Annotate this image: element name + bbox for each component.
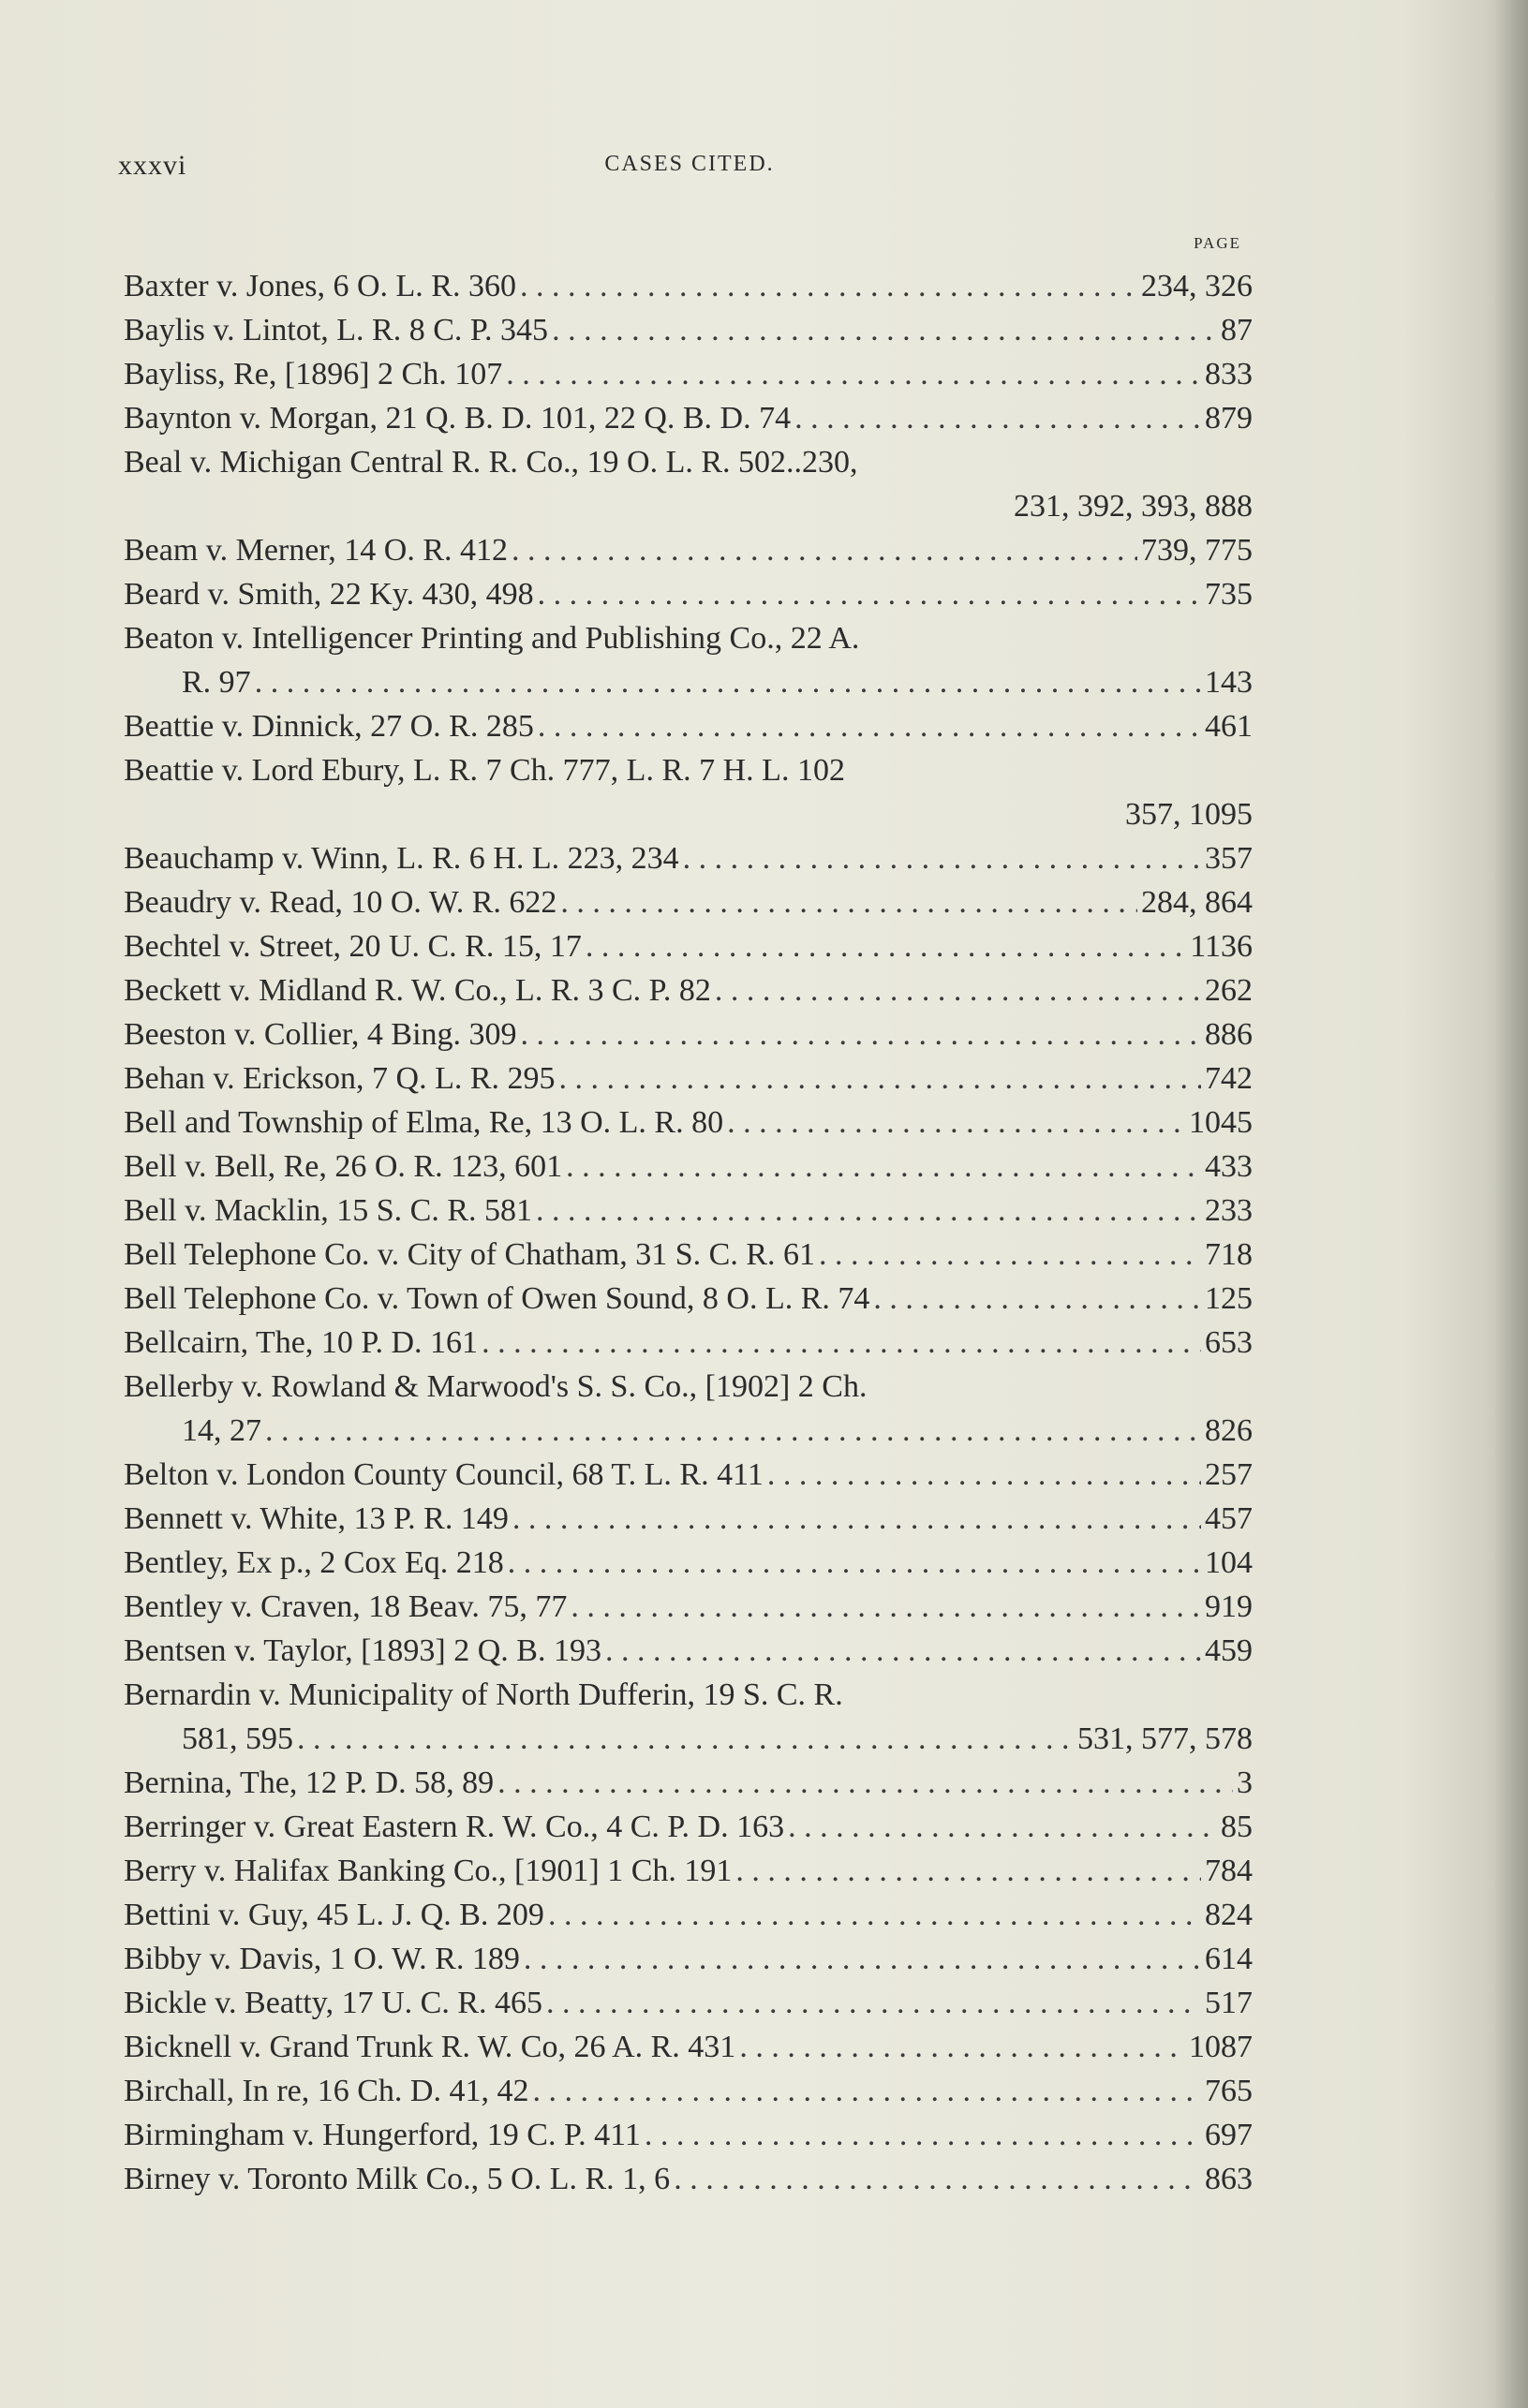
- dot-leader: [546, 1981, 1201, 2025]
- case-name: Bell Telephone Co. v. Town of Owen Sound, 8 O. L. R. 74: [124, 1281, 870, 1316]
- case-name: Bentley, Ex p., 2 Cox Eq. 218: [124, 1545, 504, 1580]
- case-pages: 765: [1205, 2074, 1253, 2108]
- dot-leader: [508, 1541, 1201, 1585]
- dot-leader: [683, 836, 1201, 880]
- dot-leader: [548, 1893, 1201, 1937]
- case-pages: 433: [1205, 1149, 1253, 1184]
- case-name: Bibby v. Davis, 1 O. W. R. 189: [124, 1942, 520, 1976]
- case-entry: [124, 1761, 1253, 1805]
- case-name: Birney v. Toronto Milk Co., 5 O. L. R. 1, 6: [124, 2162, 671, 2196]
- case-name-continued: R. 97: [182, 665, 251, 700]
- case-entry: [124, 704, 1253, 748]
- dot-leader: [873, 1277, 1201, 1321]
- case-entry: [124, 1145, 1253, 1189]
- case-entry: [124, 1937, 1253, 1981]
- case-entry: [124, 1365, 1253, 1453]
- dot-leader: [739, 2025, 1185, 2069]
- page-header: [118, 150, 1261, 193]
- dot-leader: [560, 880, 1137, 924]
- case-entry: [124, 1673, 1253, 1761]
- case-pages: 833: [1205, 357, 1253, 391]
- case-entry: [124, 1189, 1253, 1233]
- case-name: Bellcairn, The, 10 P. D. 161: [124, 1325, 479, 1360]
- case-entry: [124, 440, 1253, 528]
- dot-leader: [524, 1937, 1201, 1981]
- case-pages: 1045: [1189, 1105, 1253, 1140]
- case-pages: 257: [1205, 1457, 1253, 1492]
- case-name: Bettini v. Guy, 45 L. J. Q. B. 209: [124, 1898, 544, 1932]
- dot-leader: [645, 2113, 1201, 2157]
- dot-leader: [521, 1012, 1201, 1056]
- dot-leader: [674, 2157, 1201, 2201]
- case-pages: 697: [1205, 2118, 1253, 2152]
- case-entry: [124, 880, 1253, 924]
- case-name: Bentsen v. Taylor, [1893] 2 Q. B. 193: [124, 1633, 601, 1668]
- case-name: Bayliss, Re, [1896] 2 Ch. 107: [124, 357, 503, 391]
- case-entry: [124, 836, 1253, 880]
- case-entry: [124, 1277, 1253, 1321]
- dot-leader: [735, 1849, 1201, 1893]
- case-name-continued: 14, 27: [182, 1413, 261, 1448]
- case-entry: [124, 1012, 1253, 1056]
- case-name: Bernardin v. Municipality of North Dufferin, 19 S. C. R.: [124, 1677, 843, 1712]
- case-name: Belton v. London County Council, 68 T. L. R. 411: [124, 1457, 764, 1492]
- case-entry: [124, 264, 1253, 308]
- dot-leader: [512, 1497, 1201, 1541]
- case-name: Bechtel v. Street, 20 U. C. R. 15, 17: [124, 929, 582, 964]
- case-name: Bentley v. Craven, 18 Beav. 75, 77: [124, 1589, 568, 1624]
- page-folio: xxxvi: [118, 150, 187, 181]
- case-name: Beattie v. Dinnick, 27 O. R. 285: [124, 709, 534, 744]
- dot-leader: [265, 1409, 1201, 1453]
- dot-leader: [767, 1453, 1201, 1497]
- case-pages: 735: [1205, 577, 1253, 612]
- case-entry: [124, 748, 1253, 836]
- case-pages: 357, 1095: [1125, 797, 1253, 832]
- case-entry: [124, 352, 1253, 396]
- dot-leader: [559, 1056, 1201, 1101]
- case-entry: [124, 2113, 1253, 2157]
- case-name: Beaton v. Intelligencer Printing and Publishing Co., 22 A.: [124, 621, 860, 656]
- running-title: CASES CITED.: [604, 152, 775, 176]
- cases-cited-list: [124, 264, 1253, 2201]
- case-name: Beam v. Merner, 14 O. R. 412: [124, 533, 509, 568]
- case-pages: 879: [1205, 401, 1253, 436]
- case-name: Bickle v. Beatty, 17 U. C. R. 465: [124, 1986, 542, 2020]
- case-entry: [124, 2069, 1253, 2113]
- case-pages: 1136: [1190, 929, 1253, 964]
- case-name: Bell Telephone Co. v. City of Chatham, 31 S. C. R. 61: [124, 1237, 816, 1272]
- case-entry: [124, 528, 1253, 572]
- case-entry: [124, 396, 1253, 440]
- dot-leader: [605, 1629, 1201, 1673]
- dot-leader: [255, 660, 1201, 704]
- case-name: Beaudry v. Read, 10 O. W. R. 622: [124, 885, 557, 920]
- case-pages: 231, 392, 393, 888: [1014, 489, 1253, 524]
- case-entry: [124, 1056, 1253, 1101]
- case-pages: 517: [1205, 1986, 1253, 2020]
- case-name: Baxter v. Jones, 6 O. L. R. 360: [124, 269, 516, 303]
- case-name-continued: 581, 595: [182, 1721, 293, 1756]
- case-pages: 87: [1221, 313, 1253, 347]
- case-name: Beeston v. Collier, 4 Bing. 309: [124, 1017, 517, 1052]
- case-pages: 1087: [1189, 2030, 1253, 2064]
- dot-leader: [586, 924, 1186, 968]
- case-name: Bell and Township of Elma, Re, 13 O. L. R. 80: [124, 1105, 724, 1140]
- case-name: Behan v. Erickson, 7 Q. L. R. 295: [124, 1061, 556, 1096]
- dot-leader: [552, 308, 1217, 352]
- case-pages: 234, 326: [1141, 269, 1253, 303]
- case-entry: [124, 1497, 1253, 1541]
- case-pages: 284, 864: [1141, 885, 1253, 920]
- case-pages: 653: [1205, 1325, 1253, 1360]
- dot-leader: [482, 1321, 1201, 1365]
- case-name: Berry v. Halifax Banking Co., [1901] 1 Ch. 191: [124, 1854, 733, 1888]
- case-entry: [124, 924, 1253, 968]
- case-pages: 718: [1205, 1237, 1253, 1272]
- case-name: Baylis v. Lintot, L. R. 8 C. P. 345: [124, 313, 549, 347]
- dot-leader: [566, 1145, 1201, 1189]
- case-entry: [124, 308, 1253, 352]
- case-name: Baynton v. Morgan, 21 Q. B. D. 101, 22 Q. B. D. 74: [124, 401, 792, 436]
- case-entry: [124, 1893, 1253, 1937]
- dot-leader: [297, 1717, 1074, 1761]
- case-name: Beal v. Michigan Central R. R. Co., 19 O. L. R. 502..230,: [124, 445, 858, 480]
- case-pages: 784: [1205, 1854, 1253, 1888]
- case-name: Berringer v. Great Eastern R. W. Co., 4 C. P. D. 163: [124, 1810, 785, 1844]
- case-entry: [124, 572, 1253, 616]
- page-edge-shadow: [1494, 0, 1528, 2408]
- case-name: Bennett v. White, 13 P. R. 149: [124, 1501, 509, 1536]
- case-pages: 3: [1237, 1765, 1253, 1800]
- case-pages: 357: [1205, 841, 1253, 876]
- case-pages: 742: [1205, 1061, 1253, 1096]
- case-entry: [124, 2157, 1253, 2201]
- case-entry: [124, 1233, 1253, 1277]
- dot-leader: [788, 1805, 1217, 1849]
- case-name: Bell v. Macklin, 15 S. C. R. 581: [124, 1193, 533, 1228]
- case-pages: 461: [1205, 709, 1253, 744]
- dot-leader: [536, 1189, 1201, 1233]
- case-name: Bicknell v. Grand Trunk R. W. Co, 26 A. R. 431: [124, 2030, 736, 2064]
- case-pages: 125: [1205, 1281, 1253, 1316]
- case-pages: 826: [1205, 1413, 1253, 1448]
- case-entry: [124, 1585, 1253, 1629]
- case-pages: 457: [1205, 1501, 1253, 1536]
- case-entry: [124, 2025, 1253, 2069]
- case-entry: [124, 1453, 1253, 1497]
- dot-leader: [520, 264, 1137, 308]
- dot-leader: [497, 1761, 1233, 1805]
- dot-leader: [727, 1101, 1185, 1145]
- case-name: Birchall, In re, 16 Ch. D. 41, 42: [124, 2074, 529, 2108]
- case-entry: [124, 1981, 1253, 2025]
- dot-leader: [506, 352, 1201, 396]
- case-name: Beard v. Smith, 22 Ky. 430, 498: [124, 577, 534, 612]
- case-name: Bernina, The, 12 P. D. 58, 89: [124, 1765, 495, 1800]
- case-name: Beckett v. Midland R. W. Co., L. R. 3 C. P. 82: [124, 973, 711, 1008]
- case-entry: [124, 1101, 1253, 1145]
- case-name: Beauchamp v. Winn, L. R. 6 H. L. 223, 234: [124, 841, 679, 876]
- case-entry: [124, 1805, 1253, 1849]
- dot-leader: [538, 572, 1201, 616]
- dot-leader: [571, 1585, 1201, 1629]
- case-pages: 886: [1205, 1017, 1253, 1052]
- case-entry: [124, 616, 1253, 704]
- dot-leader: [819, 1233, 1201, 1277]
- case-entry: [124, 1321, 1253, 1365]
- case-name: Bellerby v. Rowland & Marwood's S. S. Co., [1902] 2 Ch.: [124, 1369, 868, 1404]
- case-entry: [124, 1629, 1253, 1673]
- case-name: Birmingham v. Hungerford, 19 C. P. 411: [124, 2118, 641, 2152]
- case-name: Beattie v. Lord Ebury, L. R. 7 Ch. 777, L. R. 7 H. L. 102: [124, 753, 845, 788]
- page-column-heading: PAGE: [1194, 234, 1241, 252]
- dot-leader: [512, 528, 1137, 572]
- case-pages: 824: [1205, 1898, 1253, 1932]
- case-pages: 919: [1205, 1589, 1253, 1624]
- case-entry: [124, 968, 1253, 1012]
- case-pages: 531, 577, 578: [1077, 1721, 1253, 1756]
- case-pages: 104: [1205, 1545, 1253, 1580]
- dot-leader: [715, 968, 1201, 1012]
- dot-leader: [533, 2069, 1202, 2113]
- dot-leader: [538, 704, 1201, 748]
- case-name: Bell v. Bell, Re, 26 O. R. 123, 601: [124, 1149, 563, 1184]
- case-entry: [124, 1849, 1253, 1893]
- case-pages: 614: [1205, 1942, 1253, 1976]
- case-pages: 233: [1205, 1193, 1253, 1228]
- case-pages: 459: [1205, 1633, 1253, 1668]
- case-pages: 739, 775: [1141, 533, 1253, 568]
- case-pages: 863: [1205, 2162, 1253, 2196]
- case-entry: [124, 1541, 1253, 1585]
- dot-leader: [794, 396, 1201, 440]
- case-pages: 262: [1205, 973, 1253, 1008]
- case-pages: 85: [1221, 1810, 1253, 1844]
- case-pages: 143: [1205, 665, 1253, 700]
